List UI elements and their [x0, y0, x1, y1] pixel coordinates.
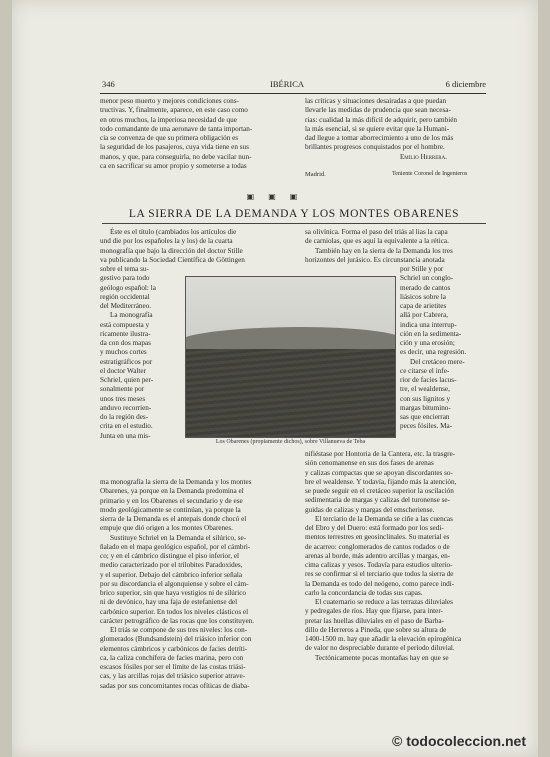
- text-line: 1400-1500 m. hay que añadir la elevación epirogénica: [305, 635, 462, 643]
- text-line: capa de arietites: [400, 302, 447, 310]
- text-line: carbónico superior. En todos los niveles clásticos el: [100, 607, 249, 616]
- photo-field: [186, 349, 395, 437]
- text-line: dad llegue a tomar aborrecimiento a uno de los más: [305, 134, 454, 142]
- text-line: la más esencial, si se quiere evitar que la Humani-: [305, 124, 450, 133]
- column-2-narrow: [400, 265, 497, 432]
- text-line: es decir, una regresión.: [400, 348, 467, 357]
- text-line: de carniolas, que es aquí la equivalente a la rética.: [305, 237, 449, 246]
- text-line: estratigráficos por: [100, 357, 153, 366]
- text-line: crita en el estudio.: [100, 422, 153, 431]
- text-line: la seguridad de los pasajeros, cuya vida tiene en sus: [100, 143, 249, 152]
- text-line: sadas por sus concomitantes rocas ofíticas de diaba-: [100, 681, 250, 690]
- text-line: por Stille y por: [400, 265, 444, 273]
- text-line: y el superior. Debajo del cámbrico inferior señala: [100, 570, 243, 579]
- text-line: con sus lignitos y: [400, 394, 451, 403]
- text-line: se puede seguir en el cretáceo superior la oscilación: [305, 487, 454, 495]
- text-line: da con dos mapas: [100, 339, 151, 347]
- text-line: sedimentaria de margas y calizas del turonense se-: [305, 496, 450, 505]
- text-line: modo geológicamente se continúan, ya porque la: [100, 505, 241, 514]
- text-line: ción en la sedimenta-: [400, 329, 462, 338]
- text-line: Obarenes, ya porque en la Demanda predomina el: [100, 487, 244, 496]
- text-line: ción y una erosión;: [400, 339, 455, 347]
- text-line: y calizas compactas que se apoyan discordantes so-: [305, 468, 453, 477]
- text-line: y pedregales de ríos. Hay que fijarse, para inter-: [305, 607, 443, 616]
- text-line: las críticas y situaciones desairadas a que puedan: [305, 97, 447, 105]
- text-line: ca, la caliza conchífera de facies marina, pero con: [100, 653, 244, 662]
- text-line: ricamente ilustra-: [100, 329, 151, 338]
- text-line: llevarle las medidas de prudencia que sean necesa-: [305, 106, 451, 115]
- section-ornament: ▣ ▣ ▣: [246, 192, 304, 201]
- text-line: El triás se compone de sus tres niveles: los con-: [110, 626, 248, 634]
- text-line: guidas de calizas y margas del emscheriense.: [305, 505, 435, 514]
- magazine-page: [12, 0, 538, 757]
- text-line: elementos cámbricos y carbónicos de facies detríti-: [100, 644, 248, 653]
- text-line: medio caracterizado por el trilobites Paradoxides,: [100, 561, 243, 570]
- text-line: de valor no despreciable durante el período diluvial.: [305, 644, 455, 653]
- text-line: empuje que dió origen a los montes Obarenes.: [100, 524, 233, 533]
- text-line: el doctor Walter: [100, 366, 146, 375]
- page-number: 346: [102, 79, 115, 89]
- text-line: va publicando la Sociedad Científica de Göttingen: [100, 255, 245, 264]
- text-line: Schriel un conglo-: [400, 274, 454, 283]
- column-1-top: [100, 228, 300, 265]
- text-line: escasos fósiles por ser el límite de las costas triási-: [100, 663, 246, 671]
- top-right-column: [305, 97, 497, 153]
- column-2-top: [305, 228, 497, 265]
- text-line: todo comandante de una aeronave de tanta importan-: [100, 124, 253, 133]
- top-left-column: [100, 97, 300, 171]
- text-line: de acarreo: conglomerados de cantos rodados o de: [305, 542, 450, 551]
- text-line: manos, y que, para conseguirla, no debe vacilar nun-: [100, 152, 252, 161]
- text-line: está compuesta y: [100, 320, 150, 329]
- text-line: liásicos sobre la: [400, 292, 446, 301]
- text-line: También hay en la sierra de la Demanda los tres: [315, 246, 453, 255]
- text-line: ce citarse el infe-: [400, 366, 450, 375]
- text-line: brico superior, sin que haya vestigios ni de silúrico: [100, 589, 247, 597]
- author-rank: Teniente Coronel de Ingenieros: [392, 171, 468, 177]
- column-2-bottom: [305, 450, 497, 663]
- text-line: la Demanda es todo del neógeno, como parece indi-: [305, 579, 455, 588]
- text-line: ñalado en el mapa geológico español, por el cámbri-: [100, 542, 251, 551]
- column-1-bottom: [100, 478, 300, 691]
- text-line: del Mediterráneo.: [100, 302, 152, 310]
- text-line: sa olivínica. Forma el paso del triás al lias la capa: [305, 228, 448, 236]
- text-line: indica una interrup-: [400, 320, 457, 329]
- text-line: margas bitumino-: [400, 403, 451, 412]
- text-line: cima calizas y yesos. Todavía para estudios ulterio-: [305, 561, 453, 569]
- running-header: [100, 79, 486, 94]
- text-line: Junta en una mis-: [100, 431, 151, 440]
- text-line: bre el wealdense. Y todavía, fijando más la atención,: [305, 477, 457, 486]
- text-line: glomerados (Bundsandstein) del triásico inferior con: [100, 635, 252, 644]
- text-line: ma monografía la sierra de la Demanda y los montes: [100, 478, 252, 486]
- text-line: anduvo recorrien-: [100, 403, 152, 412]
- landscape-photo: [185, 276, 396, 438]
- text-line: peces fósiles. Ma-: [400, 422, 453, 431]
- text-line: El terciario de la Demanda se ciñe a las cuencas: [315, 514, 453, 523]
- text-line: en otros muchos, la imperiosa necesidad de que: [100, 115, 237, 124]
- text-line: monografía que bajo la dirección del doctor Stille: [100, 246, 243, 255]
- text-line: del Ebro y del Duero: está formado por los sedi-: [305, 524, 444, 532]
- text-line: cia se convenza de que su primera obligación es: [100, 134, 239, 142]
- text-line: brillantes progresos conquistados por el hombre.: [305, 143, 445, 152]
- text-line: sas que encierran: [400, 413, 450, 421]
- text-line: Del cretáceo mere-: [410, 357, 465, 366]
- watermark: © todocoleccion.net: [392, 733, 526, 749]
- text-line: carlo la concordancia de todas sus capas.: [305, 588, 423, 597]
- text-line: merado de cantos: [400, 283, 451, 292]
- text-line: rior de facies lacus-: [400, 376, 457, 384]
- photo-caption: Los Obarenes (propiamente dichos), sobre Villanueva de Teba: [215, 439, 366, 445]
- text-line: primario y en los Obarenes el secundario y de ese: [100, 496, 243, 505]
- text-line: do la región des-: [100, 413, 149, 421]
- article-title: LA SIERRA DE LA DEMANDA Y LOS MONTES OBARENES: [102, 208, 486, 224]
- text-line: cas, y las arcillas rojas del triásico superior atrave-: [100, 672, 246, 681]
- text-line: arenas al borde, más adentro arcillas y margas, en-: [305, 551, 451, 560]
- text-line: mentos terrestres en geosinclinales. Su material es: [305, 533, 450, 542]
- text-line: sierra de la Demanda es el antepaís donde chocó el: [100, 515, 247, 523]
- text-line: Sustituye Schriel en la Demanda el silúrico, se-: [110, 533, 247, 542]
- text-line: sión cenomanense en sus dos fases de arenas: [305, 459, 434, 468]
- text-line: tructivas. Y, finalmente, aparece, en este caso como: [100, 106, 248, 115]
- text-line: menor peso muerto y mejores condiciones cons-: [100, 97, 239, 105]
- text-line: Tectónicamente pocas montañas hay en que se: [315, 653, 449, 662]
- text-line: sobre el tema su-: [100, 265, 149, 273]
- text-line: res se confirmar si el terciario que todos la sierra de: [305, 570, 454, 579]
- text-line: ni de devónico, hay una faja de estefaniense del: [100, 598, 238, 607]
- text-line: gestivo para todo: [100, 274, 150, 283]
- text-line: pretar las huellas diluviales en el paso de Barba-: [305, 616, 444, 625]
- text-line: y muchos cortes: [100, 348, 147, 357]
- text-line: Éste es el título (cambiados los artículos die: [110, 228, 237, 236]
- text-line: ca en sacrificar su amor propio y someterse a todas: [100, 161, 247, 170]
- text-line: co; y en el cámbrico distingue el piso inferior, el: [100, 552, 240, 560]
- text-line: por su discordancia el algonquiense y sobre el cám-: [100, 579, 249, 588]
- text-line: und die por los españoles la y los) de la cuarta: [100, 237, 233, 246]
- text-line: sonalmente por: [100, 385, 145, 394]
- author-place: Madrid.: [305, 171, 326, 178]
- text-line: carácter petrográfico de las rocas que los constituyen.: [100, 616, 255, 625]
- text-line: rias: cualidad la más difícil de adquirir, pero también: [305, 115, 457, 124]
- text-line: Schriel, quien per-: [100, 376, 154, 384]
- text-line: unos tres meses: [100, 394, 146, 403]
- author-name: Emilio Herrera.: [400, 153, 447, 161]
- column-1-narrow: [100, 265, 180, 441]
- journal-name: IBÉRICA: [270, 79, 304, 89]
- text-line: tre, el wealdense,: [400, 385, 450, 394]
- issue-date: 6 diciembre: [445, 79, 486, 89]
- text-line: allá por Cabrera,: [400, 311, 449, 320]
- text-line: La monografía: [110, 311, 153, 320]
- text-line: región occidental: [100, 292, 150, 301]
- text-line: horizontes del jurásico. Es circunstancia anotada: [305, 255, 445, 264]
- text-line: geólogo español: la: [100, 283, 156, 292]
- text-line: El cuaternario se reduce a las terrazas diluviales: [315, 598, 453, 606]
- text-line: nifiéstase por Hontoria de la Cantera, etc. la trasgre-: [305, 450, 456, 458]
- text-line: dillo de Herreros a Pineda, que sobre su altura de: [305, 625, 447, 634]
